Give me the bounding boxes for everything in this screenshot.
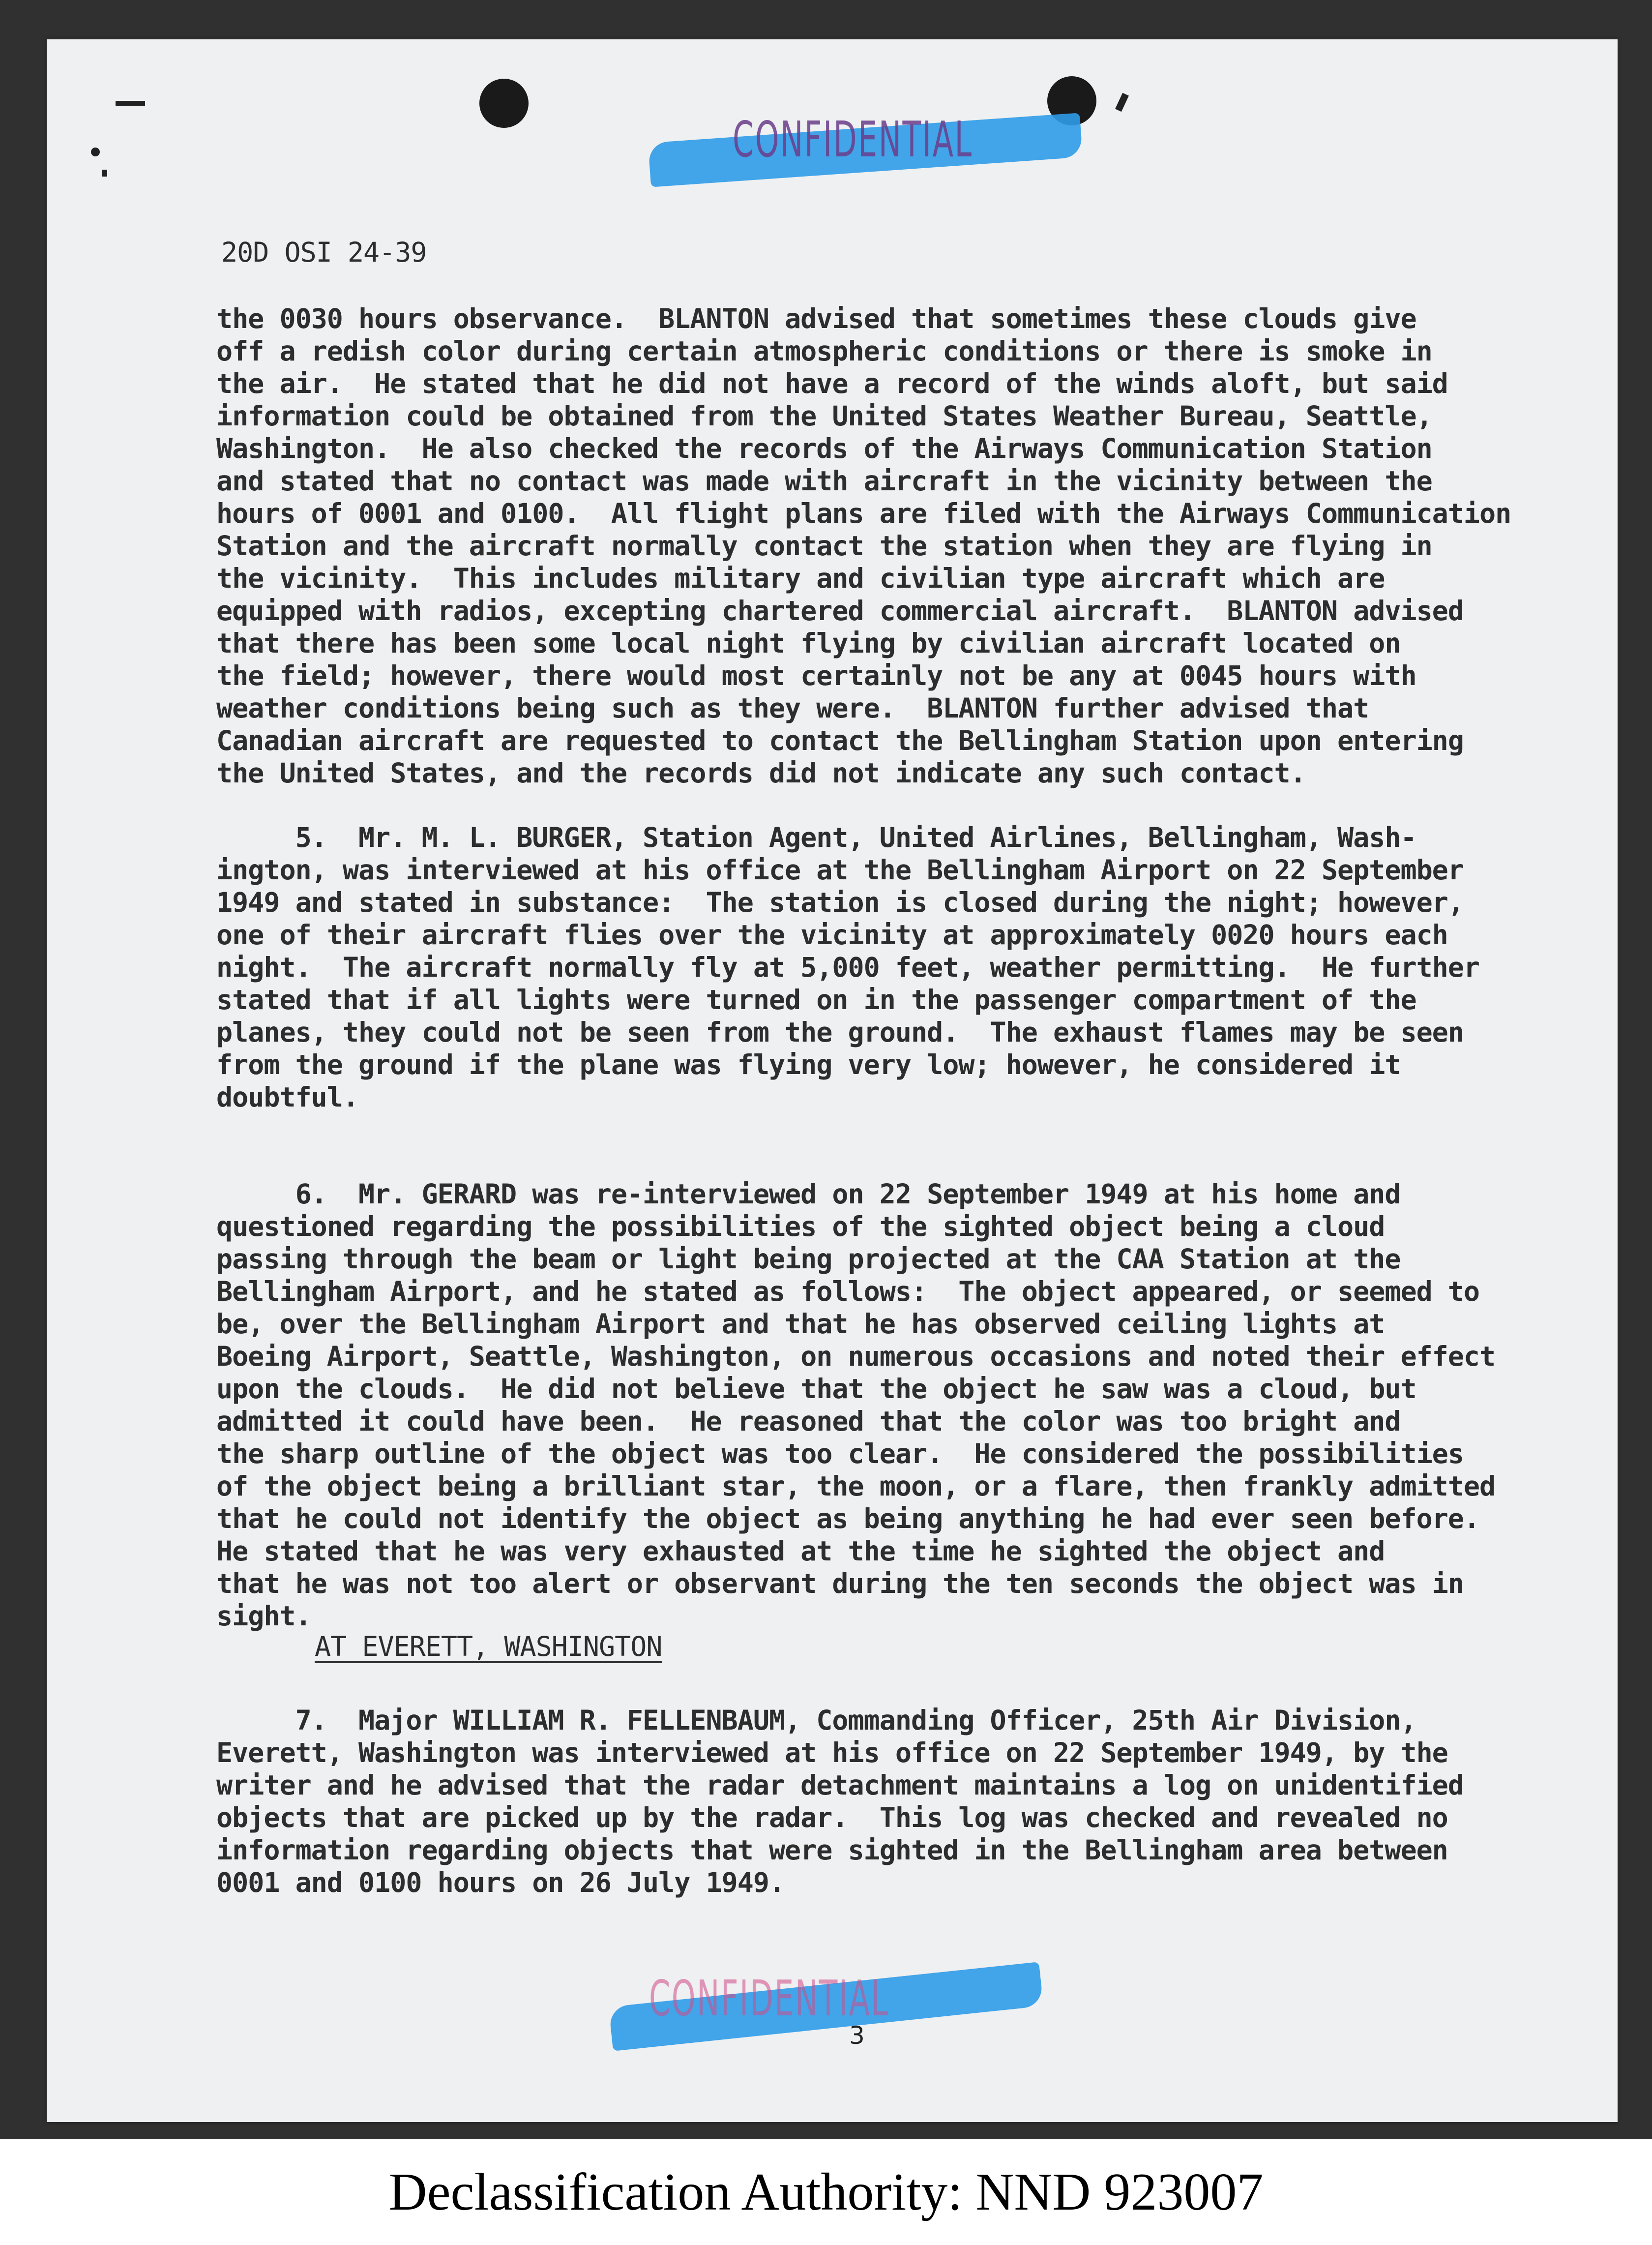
paragraph-6: 6. Mr. GERARD was re-interviewed on 22 September 1949 at his home and questioned regarding the possibilities of the sighted object being a cloud passing through the beam or light being projected at the CAA Station at the Bellingham Airport, and he stated as follows: The object appeared, or seemed to be, over the Bellingham Airport and that he has observed ceiling lights at Boeing Airport, Seattle, Washington, on numerous occasions and noted their effect upon the clouds. He did not believe that the object he saw was a cloud, but admitted it could have been. He reasoned that the color was too bright and the sharp outline of the object was too clear. He considered the possibilities of the object being a brilliant star, the moon, or a flare, then frankly admitted that he could not identify the object as being anything he had ever seen before. He stated that he was very exhausted at the time he sighted the object and that he was not too alert or observant during the ten seconds the object was in sight. [216,1178,1496,1632]
paragraph-continuation: the 0030 hours observance. BLANTON advised that sometimes these clouds give off a redish color during certain atmospheric conditions or there is smoke in the air. He stated that he did not have a record of the winds aloft, but said information could be obtained from the United States Weather Bureau, Seattle, Washington. He also checked the records of the Airways Communication Station and stated that no contact was made with aircraft in the vicinity between the hours of 0001 and 0100. All flight plans are filed with the Airways Communication Station and the aircraft normally contact the station when they are flying in the vicinity. This includes military and civilian type aircraft which are equipped with radios, excepting chartered commercial aircraft. BLANTON advised that there has been some local night flying by civilian aircraft located on the field; however, there would most certainly not be any at 0045 hours with weather conditions being such as they were. BLANTON further advised that Canadian aircraft are requested to contact the Bellingham Station upon entering the United States, and the records did not indicate any such contact. [216,303,1511,789]
declassification-authority: Declassification Authority: NND 923007 [0,2139,1652,2245]
paragraph-5: 5. Mr. M. L. BURGER, Station Agent, United Airlines, Bellingham, Wash- ington, was interviewed at his office at the Bellingham Airport on 22 September 1949 and stated in substance: The station is closed during the night; however, one of their aircraft flies over the vicinity at approximately 0020 hours each night. The aircraft normally fly at 5,000 feet, weather permitting. He further stated that if all lights were turned on in the passenger compartment of the planes, they could not be seen from the ground. The exhaust flames may be seen from the ground if the plane was flying very low; however, he considered it doubtful. [216,822,1480,1113]
punch-hole-left [479,79,529,128]
page-number: 3 [849,2021,865,2050]
scan-speck [91,148,100,156]
confidential-stamp-text: CONFIDENTIAL [733,111,973,168]
paragraph-7: 7. Major WILLIAM R. FELLENBAUM, Commanding Officer, 25th Air Division, Everett, Washington was interviewed at his office on 22 September 1949, by the writer and he advised that the radar detachment maintains a log on unidentified objects that are picked up by the radar. This log was checked and revealed no information regarding objects that were sighted in the Bellingham area between 0001 and 0100 hours on 26 July 1949. [216,1705,1464,1898]
scan-speck [102,170,107,177]
document-reference: 20D OSI 24-39 [221,237,427,268]
confidential-stamp-bottom [610,1965,1052,2038]
confidential-stamp-top [644,106,1096,180]
section-heading: AT EVERETT, WASHINGTON [315,1631,662,1662]
confidential-stamp-text: CONFIDENTIAL [649,1970,889,2027]
scan-speck [116,101,145,106]
